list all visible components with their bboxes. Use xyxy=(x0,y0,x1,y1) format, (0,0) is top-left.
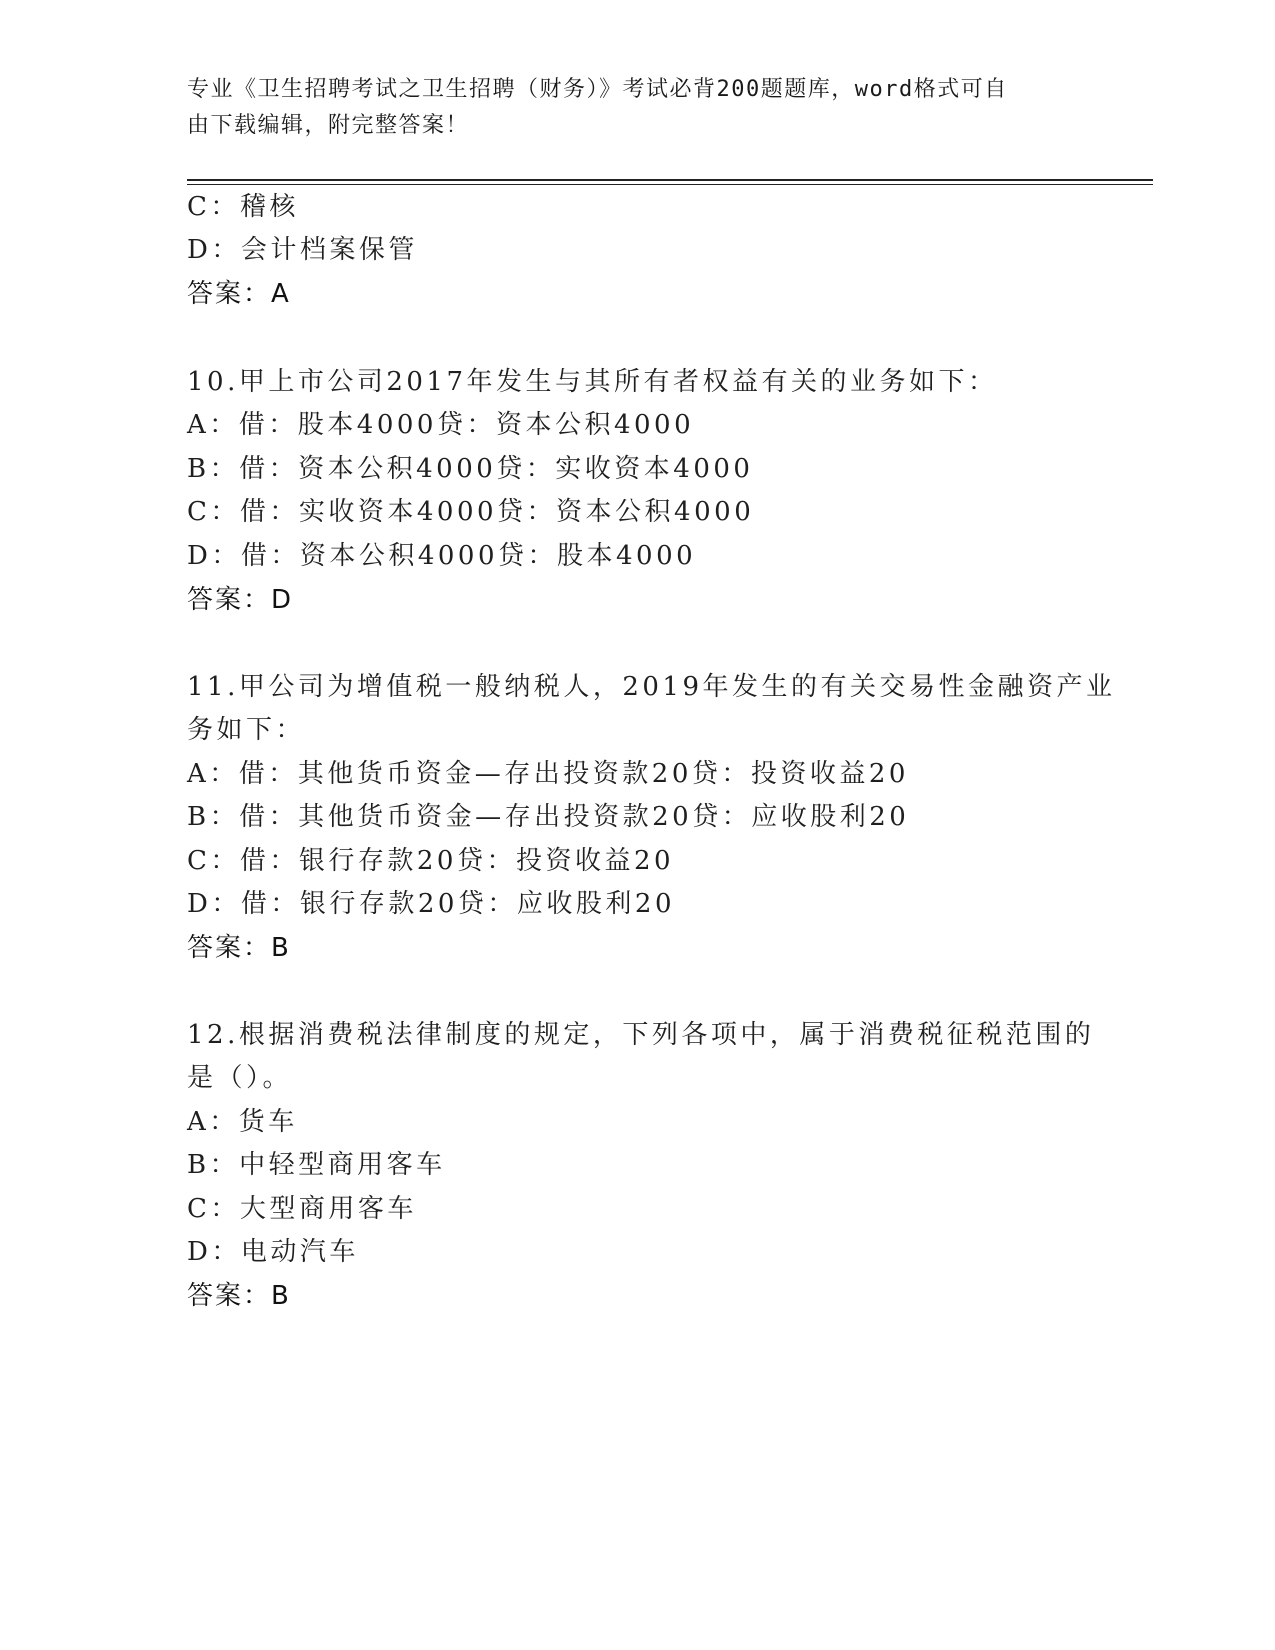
q11-option-d: D：借：银行存款20贷：应收股利20 xyxy=(187,889,676,919)
q9-answer: 答案：A xyxy=(187,279,291,309)
q11-option-b: B：借：其他货币资金—存出投资款20贷：应收股利20 xyxy=(187,802,910,832)
q12-option-d: D：电动汽车 xyxy=(187,1237,359,1267)
q11-answer: 答案：B xyxy=(187,933,291,963)
q10-option-b: B：借：资本公积4000贷：实收资本4000 xyxy=(187,454,754,484)
q11-stem-line-2: 务如下： xyxy=(187,715,306,745)
q12-answer: 答案：B xyxy=(187,1281,291,1311)
q12-stem-line-1: 12.根据消费税法律制度的规定，下列各项中，属于消费税征税范围的 xyxy=(187,1020,1095,1050)
header-title-line-2: 由下载编辑，附完整答案！ xyxy=(187,113,470,138)
q10-option-d: D：借：资本公积4000贷：股本4000 xyxy=(187,541,697,571)
q10-answer: 答案：D xyxy=(187,585,294,615)
q12-option-b: B：中轻型商用客车 xyxy=(187,1150,446,1180)
q12-option-c: C：大型商用客车 xyxy=(187,1194,417,1224)
header-title-line-1: 专业《卫生招聘考试之卫生招聘（财务）》考试必背200题题库，word格式可自 xyxy=(187,77,1008,102)
header-divider-thick xyxy=(187,179,1153,181)
q10-option-c: C：借：实收资本4000贷：资本公积4000 xyxy=(187,497,755,527)
q12-option-a: A：货车 xyxy=(187,1107,298,1137)
q11-option-c: C：借：银行存款20贷：投资收益20 xyxy=(187,846,675,876)
q11-option-a: A：借：其他货币资金—存出投资款20贷：投资收益20 xyxy=(187,759,909,789)
document-header xyxy=(187,72,1067,144)
q11-stem-line-1: 11.甲公司为增值税一般纳税人，2019年发生的有关交易性金融资产业 xyxy=(187,672,1116,702)
q10-stem: 10.甲上市公司2017年发生与其所有者权益有关的业务如下： xyxy=(187,367,998,397)
header-divider-thin xyxy=(187,184,1153,185)
q9-option-c: C：稽核 xyxy=(187,192,299,222)
q9-option-d: D：会计档案保管 xyxy=(187,235,418,265)
q10-option-a: A：借：股本4000贷：资本公积4000 xyxy=(187,410,695,440)
q12-stem-line-2: 是（）。 xyxy=(187,1063,293,1093)
